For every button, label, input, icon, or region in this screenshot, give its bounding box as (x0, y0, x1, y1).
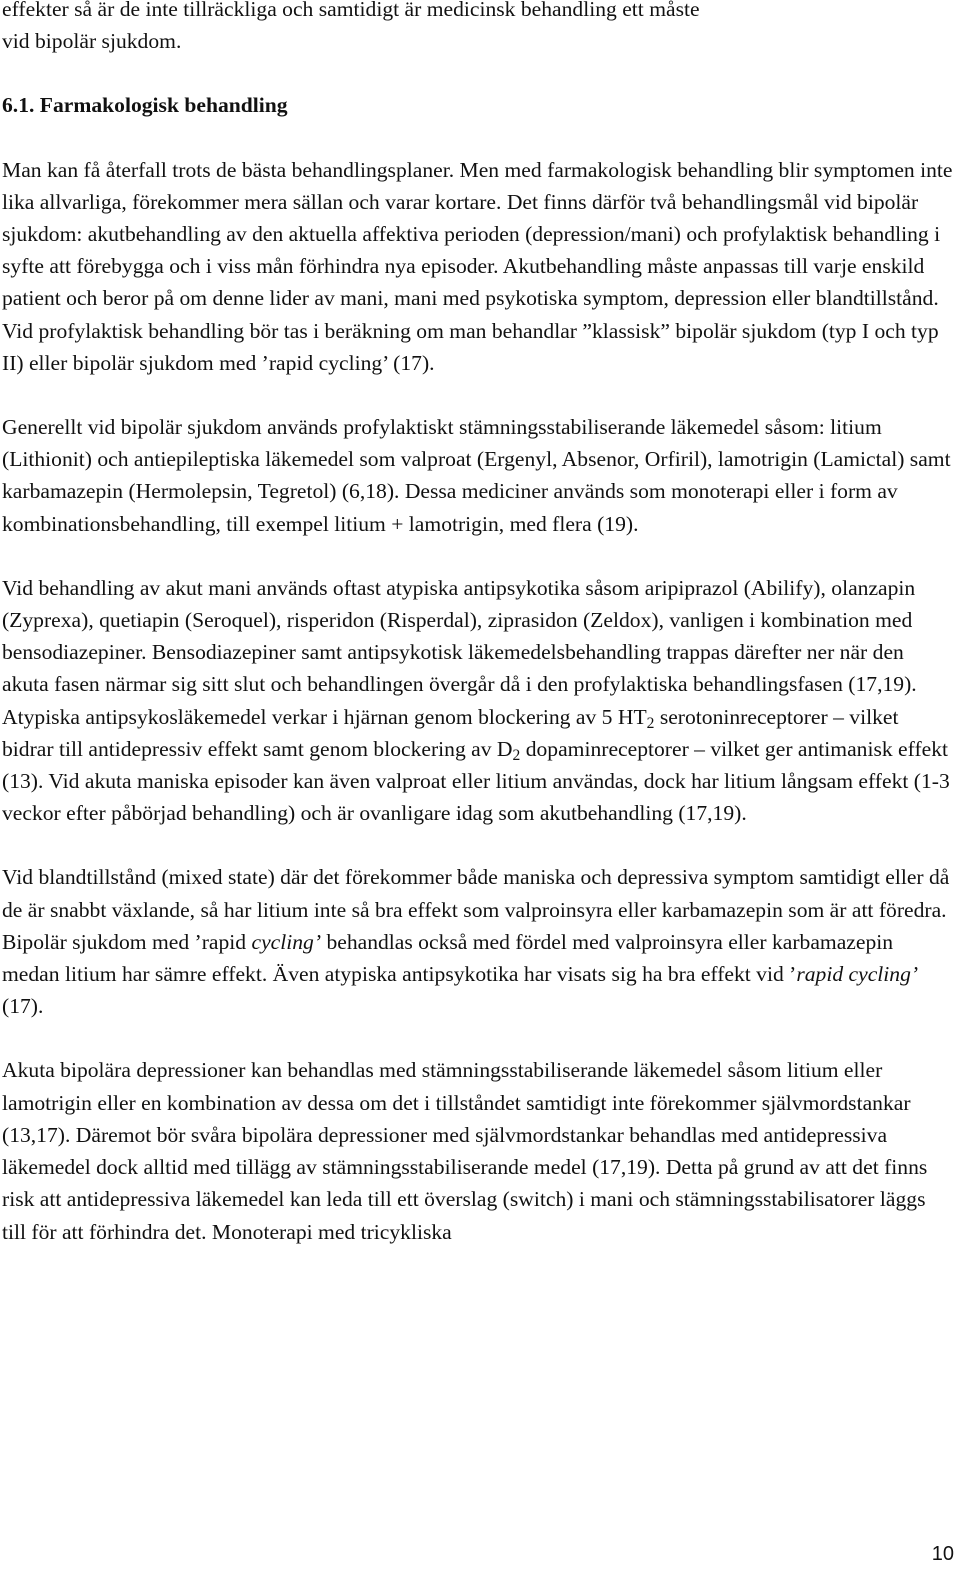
rapid-cycling-italic-1: cycling’ (251, 929, 322, 954)
rapid-cycling-italic-2: rapid cycling’ (796, 962, 919, 987)
paragraph-gap (2, 57, 954, 89)
section-number: 6.1. (2, 93, 35, 118)
page-number: 10 (931, 1543, 954, 1565)
paragraph-gap (2, 540, 954, 572)
paragraph-gap (2, 1022, 954, 1054)
mixed-state-text-c: (17). (2, 994, 44, 1019)
paragraph-treatment-goals: Man kan få återfall trots de bästa behandlingsplaner. Men med farmakologisk behandling blir symptomen inte lika allvarliga, förekommer mera sällan och varar kortare. Det finns därför två behandlingsmål vid bipolär sjukdom: akutbehandling av den aktuella affektiva perioden (depression/mani) och profylaktisk behandling i syfte att förebygga och i viss mån förhindra nya episoder. Akutbehandling måste anpassas till varje enskild patient och beror på om denne lider av mani, mani med psykotiska symptom, depression eller blandtillstånd. Vid profylaktisk behandling bör tas i beräkning om man behandlar ”klassisk” bipolär sjukdom (typ I och typ II) eller bipolär sjukdom med ’rapid cycling’ (17). (2, 157, 953, 375)
paragraph-bipolar-depression: Akuta bipolära depressioner kan behandlas med stämningsstabiliserande läkemedel såsom litium eller lamotrigin eller en kombination av dessa om det i tillståndet samtidigt inte förekommer självmordstankar (13,17). Däremot bör svåra bipolära depressioner med självmordstankar behandlas med antidepressiva läkemedel dock alltid med tillägg av stämningsstabiliserande medel (17,19). Detta på grund av att det finns risk att antidepressiva läkemedel kan leda till ett överslag (switch) i mani och stämningsstabilisatorer läggs till för att förhindra det. Monoterapi med tricykliska (2, 1058, 928, 1244)
mixed-state-text-b: behandlas också med fördel med valproinsyra eller karbamazepin medan litium har sämre effekt. Även atypiska antipsykotika har visats sig ha bra effekt vid ’ (2, 929, 894, 987)
acute-mania-text-b: serotoninreceptorer – vilket bidrar till antidepressiv effekt samt genom blockering av D (2, 704, 899, 761)
paragraph-acute-mania (2, 572, 954, 830)
paragraph-gap (2, 122, 954, 154)
paragraph-gap (2, 829, 954, 861)
paragraph-gap (2, 379, 954, 411)
paragraph-prophylactic: Generellt vid bipolär sjukdom används profylaktiskt stämningsstabiliserande läkemedel såsom: litium (Lithionit) och antiepileptiska läkemedel som valproat (Ergenyl, Absenor, Orfiril), lamotrigin (Lamictal) samt karbamazepin (Hermolepsin, Tegretol) (6,18). Dessa mediciner används som monoterapi eller i form av kombinationsbehandling, till exempel litium + lamotrigin, med flera (19). (2, 415, 951, 536)
acute-mania-text-c: dopaminreceptorer – vilket ger antimanisk effekt (13). Vid akuta maniska episoder kan även valproat eller litium användas, dock har litium långsam effekt (1-3 veckor efter påbörjad behandling) och är ovanligare idag som akutbehandling (17,19). (2, 736, 950, 826)
intro-line-2: vid bipolär sjukdom. (2, 29, 182, 54)
paragraph-mixed-state (2, 861, 954, 1022)
intro-line-1: effekter så är de inte tillräckliga och samtidigt är medicinsk behandling ett måste (2, 0, 700, 21)
section-heading (2, 89, 954, 121)
mixed-state-text-a: Vid blandtillstånd (mixed state) där det förekommer både maniska och depressiva symptom samtidigt eller då de är snabbt växlande, så har litium inte så bra effekt som valproinsyra eller karbamazepin som är att föredra. Bipolär sjukdom med ’rapid (2, 865, 950, 954)
intro-paragraph (2, 0, 954, 57)
acute-mania-text-a: Vid behandling av akut mani används oftast atypiska antipsykotika såsom aripiprazol (Abilify), olanzapin (Zyprexa), quetiapin (Seroquel), risperidon (Risperdal), ziprasidon (Zeldox), vanligen i kombination med bensodiazepiner. Bensodiazepiner samt antipsykotisk läkemedelsbehandling trappas därefter ner när den akuta fasen närmar sig sitt slut och behandlingen övergår då i den profylaktiska behandlingsfasen (17,19). Atypiska antipsykosläkemedel verkar i hjärnan genom blockering av 5 HT (2, 575, 917, 729)
subscript-d2: 2 (512, 746, 521, 764)
subscript-ht2: 2 (646, 714, 655, 732)
body-text (2, 0, 954, 1248)
section-title: Farmakologisk behandling (39, 93, 288, 118)
